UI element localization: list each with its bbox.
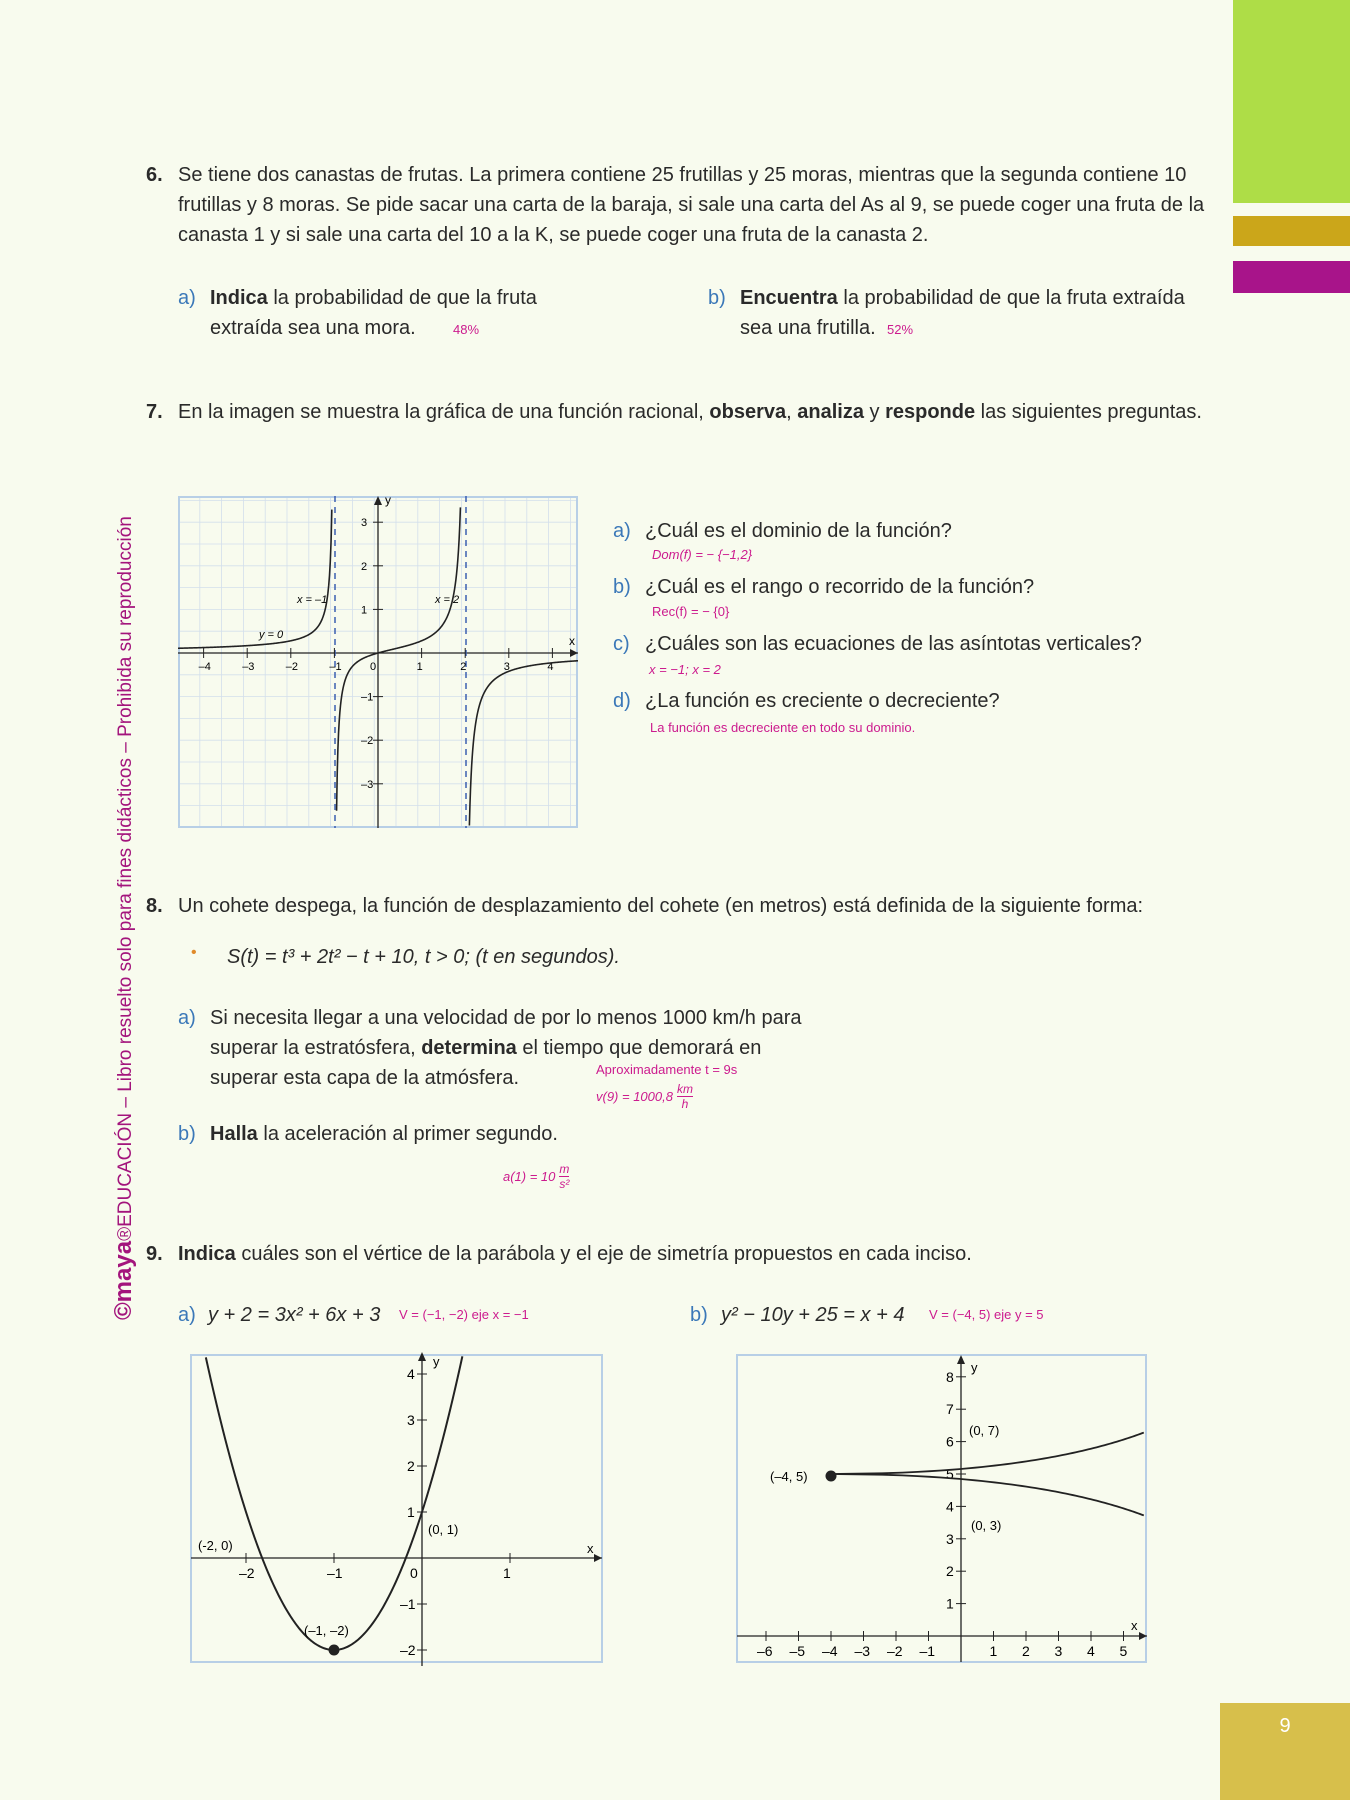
- q7-y-tick-label: –1: [361, 691, 374, 704]
- q8b-answer: [503, 1162, 569, 1191]
- q9-text: [178, 1239, 1208, 1269]
- q9b-x-tick-label: 3: [1054, 1643, 1063, 1659]
- q6b-answer: 52%: [887, 322, 914, 337]
- q6-number: 6.: [146, 164, 163, 186]
- q8a-bold: determina: [421, 1037, 517, 1059]
- q9b-vertex-point: [826, 1471, 837, 1482]
- q6a-text: [210, 283, 590, 343]
- q7-x-tick-label: 1: [416, 661, 423, 673]
- q9b-x-tick-label: –3: [854, 1643, 871, 1659]
- q9b-x-tick-label: –5: [789, 1643, 806, 1659]
- q7a-label: a): [613, 520, 631, 542]
- page-number-box: [1220, 1703, 1350, 1800]
- q7-b1: observa: [709, 401, 787, 423]
- q9-number: 9.: [146, 1243, 163, 1265]
- q7-t3: y: [863, 401, 886, 423]
- q9b-parabola: [831, 1433, 1144, 1516]
- q9b-x-tick-label: –6: [757, 1643, 773, 1659]
- q8a-unit-num: km: [676, 1082, 693, 1096]
- q7-x-label: x: [569, 634, 575, 648]
- q9a-point-2: (0, 1): [428, 1522, 459, 1537]
- q9b-point-3: (0, 3): [971, 1518, 1002, 1533]
- q8-formula: S(t) = t³ + 2t² − t + 10, t > 0; (t en segundos).: [227, 946, 620, 968]
- q7-rational-graph: [178, 496, 578, 828]
- q9a-y-tick-label: 4: [407, 1366, 415, 1382]
- q9a-x-tick-label: –2: [239, 1565, 255, 1581]
- q8-number: 8.: [146, 895, 163, 917]
- q6a-bold: Indica: [210, 287, 268, 309]
- q7-x-tick-label: 3: [503, 661, 510, 673]
- q9b-x-tick-label: –2: [887, 1643, 903, 1659]
- q9-bold: Indica: [178, 1243, 236, 1265]
- q7a-text: ¿Cuál es el dominio de la función?: [645, 520, 952, 542]
- q8a-unit: [677, 1082, 693, 1111]
- q9b-x-tick-label: –1: [919, 1643, 936, 1659]
- q7a-answer: Dom(f) = − {−1,2}: [652, 547, 753, 562]
- q9a-y-label: y: [433, 1354, 440, 1369]
- q9b-point-1: (0, 7): [969, 1423, 1000, 1438]
- q8b-label: b): [178, 1123, 196, 1145]
- q9b-y-tick-label: 8: [946, 1368, 954, 1385]
- q7-x-tick-label: –4: [198, 661, 211, 673]
- q7-y-tick-label: 3: [361, 517, 368, 530]
- q8a-label: a): [178, 1007, 196, 1029]
- q9a-parabola: [206, 1356, 463, 1650]
- q9b-y-label: y: [971, 1360, 978, 1375]
- q9a-y-tick-label: 3: [407, 1412, 415, 1428]
- q7-x-tick-label: 0: [370, 661, 377, 673]
- q9b-x-tick-label: –4: [822, 1643, 838, 1659]
- q6b-text: [740, 283, 1210, 343]
- q7d-label: d): [613, 690, 631, 712]
- q7c-label: c): [613, 633, 630, 655]
- q7-y-tick-label: 2: [361, 560, 368, 573]
- q8a-unit-den: h: [681, 1097, 689, 1111]
- q9a-answer: V = (−1, −2) eje x = −1: [399, 1307, 529, 1322]
- q8-text: Un cohete despega, la función de desplazamiento del cohete (en metros) está definida de la siguiente forma:: [178, 895, 1144, 917]
- side-copyright: [110, 516, 138, 1320]
- q9a-y-tick-label: 2: [407, 1458, 415, 1474]
- q7-y-tick-label: 1: [361, 604, 368, 617]
- green-tab: [1233, 0, 1350, 203]
- q7-t1: En la imagen se muestra la gráfica de una función racional,: [178, 401, 710, 423]
- q8a-answer2-value: v(9) = 1000,8: [596, 1089, 673, 1104]
- q6a-label: a): [178, 287, 196, 309]
- q9a-parabola-graph: [176, 1350, 606, 1668]
- q9b-y-tick-label: 7: [946, 1401, 954, 1418]
- q7-text: [178, 397, 1208, 427]
- q9b-y-tick-label: 2: [946, 1563, 954, 1580]
- q7-x-tick-label: –2: [285, 661, 299, 673]
- q8a-text: [210, 1003, 820, 1093]
- q7-y-tick-label: –2: [361, 735, 374, 748]
- q9b-parabola-graph: [735, 1350, 1150, 1668]
- q9a-point-3: (–1, –2): [304, 1623, 349, 1638]
- q9b-y-tick-label: 3: [946, 1530, 954, 1547]
- q9a-vertex-point: [329, 1645, 340, 1656]
- q6b-label: b): [708, 287, 726, 309]
- q7b-answer: Rec(f) = − {0}: [652, 604, 730, 619]
- magenta-tab: [1233, 261, 1350, 293]
- q9a-x-tick-label: 1: [503, 1565, 511, 1581]
- q9b-equation: y² − 10y + 25 = x + 4: [721, 1304, 905, 1326]
- q6b-body: la probabilidad de que la fruta extraída sea una frutilla.: [740, 287, 1185, 339]
- q7d-text: ¿La función es creciente o decreciente?: [645, 690, 1000, 712]
- q9a-y-tick-label: –2: [400, 1642, 416, 1658]
- q7d-answer: La función es decreciente en todo su dominio.: [650, 720, 916, 735]
- q6-text: Se tiene dos canastas de frutas. La primera contiene 25 frutillas y 25 moras, mientras que la segunda contiene 10 frutillas y 8 moras. Se pide sacar una carta de la baraja, si sale una carta del As al 9, se puede coger una fruta de la canasta 1 y si sale una carta del 10 a la K, se puede coger una fruta de la canasta 2.: [178, 164, 1205, 246]
- q9b-answer: V = (−4, 5) eje y = 5: [929, 1307, 1044, 1322]
- q7b-text: ¿Cuál es el rango o recorrido de la función?: [645, 576, 1035, 598]
- q9b-y-tick-label: 6: [946, 1433, 954, 1450]
- q7-x-tick-label: 2: [460, 661, 467, 673]
- q7-asym2-label: x = 2: [435, 594, 460, 606]
- q7-y-tick-label: –3: [361, 778, 374, 791]
- q8b-unit-den: s²: [559, 1177, 570, 1191]
- q7c-text: ¿Cuáles son las ecuaciones de las asíntotas verticales?: [645, 633, 1142, 655]
- q8b-text: [210, 1119, 558, 1149]
- q6a-answer: 48%: [453, 322, 480, 337]
- q8-bullet: •: [191, 944, 197, 961]
- q9a-label: a): [178, 1304, 196, 1326]
- q8b-answer-value: a(1) = 10: [503, 1169, 556, 1184]
- q8b-body: la aceleración al primer segundo.: [257, 1123, 558, 1145]
- q7-curve-right: [469, 661, 578, 826]
- q8b-bold: Halla: [210, 1123, 258, 1145]
- q8b-unit: [559, 1162, 569, 1191]
- q9a-equation: y + 2 = 3x² + 6x + 3: [208, 1304, 381, 1326]
- q8a-answer2: [596, 1082, 693, 1111]
- q8a-t1: Si necesita llegar a una velocidad de por lo menos 1000 km/h para superar la estratósfera,: [210, 1007, 802, 1059]
- q9a-point-1: (-2, 0): [198, 1538, 233, 1553]
- q9b-x-tick-label: 5: [1119, 1643, 1128, 1659]
- q9b-x-tick-label: 2: [1022, 1643, 1030, 1659]
- q9b-x-tick-label: 1: [989, 1643, 998, 1659]
- q9b-y-tick-label: 1: [946, 1595, 954, 1612]
- q9a-x-label: x: [587, 1541, 594, 1556]
- q7-t4: las siguientes preguntas.: [975, 401, 1202, 423]
- side-rest: ®EDUCACIÓN – Libro resuelto solo para fines didácticos – Prohibida su reproducción: [115, 516, 136, 1241]
- q8a-answer1: Aproximadamente t = 9s: [596, 1062, 738, 1077]
- q8b-unit-num: m: [559, 1162, 570, 1176]
- q8a-t2: el tiempo que demorará en superar esta capa de la atmósfera.: [210, 1037, 762, 1089]
- q7-b3: responde: [885, 401, 976, 423]
- q7-hasym-label: y = 0: [259, 629, 284, 641]
- q7-x-tick-label: –3: [242, 661, 255, 673]
- q7-x-tick-label: –1: [329, 661, 342, 673]
- q7-x-tick-label: 4: [547, 661, 554, 673]
- q9a-x-tick-label: 0: [410, 1565, 418, 1581]
- q7c-answer: x = −1; x = 2: [649, 662, 721, 677]
- q9b-x-tick-label: 4: [1087, 1643, 1095, 1659]
- q7b-label: b): [613, 576, 631, 598]
- q9b-y-tick-label: 4: [946, 1498, 954, 1515]
- q7-b2: analiza: [797, 401, 864, 423]
- gold-tab: [1233, 216, 1350, 246]
- q9b-x-label: x: [1131, 1618, 1138, 1633]
- q7-asym1-label: x = –1: [297, 594, 328, 606]
- q9b-point-2: (–4, 5): [770, 1469, 808, 1484]
- q6b-bold: Encuentra: [740, 287, 838, 309]
- q9a-x-tick-label: –1: [327, 1565, 343, 1581]
- q9a-y-tick-label: –1: [400, 1596, 416, 1612]
- q9a-y-tick-label: 1: [407, 1504, 415, 1520]
- q7-number: 7.: [146, 401, 163, 423]
- page-number: 9: [1279, 1715, 1291, 1737]
- q7-t2: ,: [786, 401, 798, 423]
- q9-body: cuáles son el vértice de la parábola y el eje de simetría propuestos en cada inciso.: [235, 1243, 972, 1265]
- q7-y-label: y: [385, 496, 391, 507]
- q9b-y-tick-label: 5: [946, 1466, 954, 1482]
- q9b-label: b): [690, 1304, 708, 1326]
- q7-curve-middle: [337, 507, 461, 810]
- q6a-body: la probabilidad de que la fruta extraída sea una mora.: [210, 287, 537, 339]
- side-brand: ©maya: [110, 1240, 137, 1320]
